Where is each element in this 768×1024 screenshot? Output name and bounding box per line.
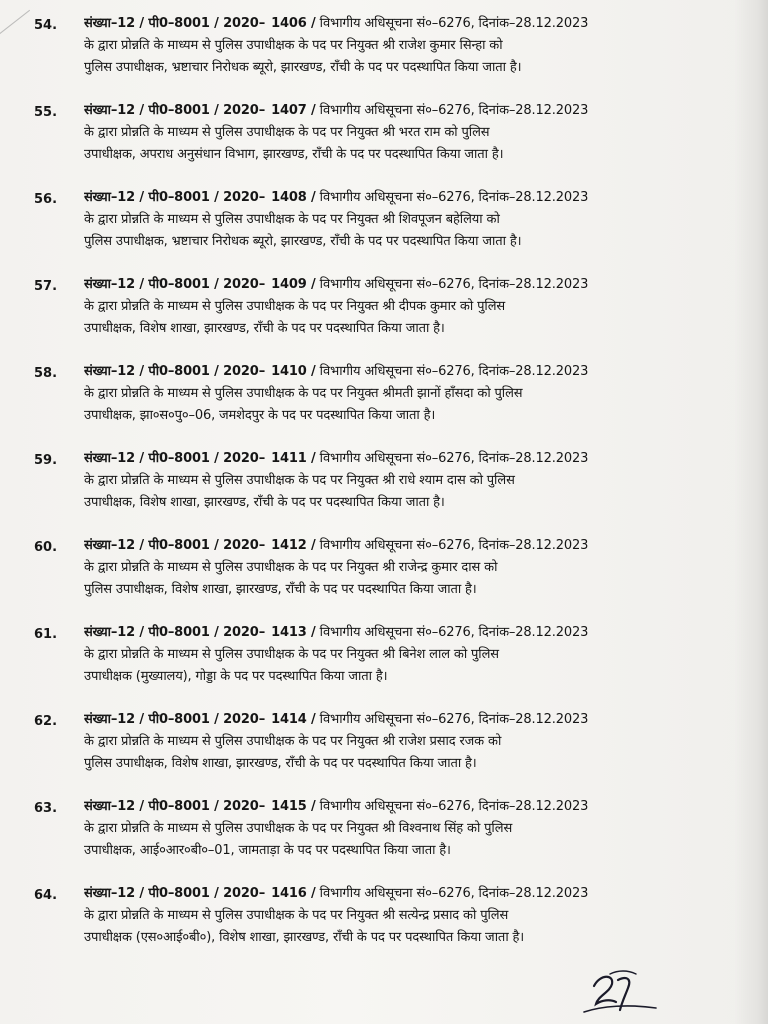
signature-icon bbox=[580, 966, 660, 1016]
entry-serial: 64. bbox=[34, 888, 58, 903]
entry-posting-line: उपाधीक्षक, झा०स०पु०–06, जमशेदपुर के पद पर पदस्थापित किया जाता है। bbox=[84, 408, 436, 423]
entry-serial: 55. bbox=[34, 105, 58, 120]
entry-reference-line bbox=[84, 537, 694, 555]
entry-58 bbox=[0, 360, 768, 440]
notification-reference: विभागीय अधिसूचना सं०–6276, दिनांक–28.12.2023 bbox=[319, 712, 589, 727]
entry-text-line: के द्वारा प्रोन्नति के माध्यम से पुलिस उपाधीक्षक के पद पर नियुक्त श्री दीपक कुमार को पुलिस bbox=[84, 299, 506, 314]
memo-number: 1416 / bbox=[271, 886, 316, 901]
entry-text-line: के द्वारा प्रोन्नति के माध्यम से पुलिस उपाधीक्षक के पद पर नियुक्त श्री बिनेश लाल को पुलिस bbox=[84, 647, 499, 662]
entry-64 bbox=[0, 882, 768, 962]
entry-61 bbox=[0, 621, 768, 701]
memo-number: 1406 / bbox=[271, 16, 316, 31]
notification-reference: विभागीय अधिसूचना सं०–6276, दिनांक–28.12.2023 bbox=[319, 538, 589, 553]
entry-57 bbox=[0, 273, 768, 353]
entry-reference-line bbox=[84, 189, 694, 207]
entry-text-line: के द्वारा प्रोन्नति के माध्यम से पुलिस उपाधीक्षक के पद पर नियुक्त श्री शिवपूजन बहेलिया को bbox=[84, 212, 500, 227]
entry-reference-line bbox=[84, 15, 694, 33]
memo-number: 1412 / bbox=[271, 538, 316, 553]
entry-serial: 63. bbox=[34, 801, 58, 816]
entry-55 bbox=[0, 99, 768, 179]
notification-reference: विभागीय अधिसूचना सं०–6276, दिनांक–28.12.2023 bbox=[319, 364, 589, 379]
memo-number: 1408 / bbox=[271, 190, 316, 205]
notification-reference: विभागीय अधिसूचना सं०–6276, दिनांक–28.12.2023 bbox=[319, 451, 589, 466]
entry-text-line: के द्वारा प्रोन्नति के माध्यम से पुलिस उपाधीक्षक के पद पर नियुक्त श्री भरत राम को पुलिस bbox=[84, 125, 490, 140]
entry-serial: 56. bbox=[34, 192, 58, 207]
entry-reference-line bbox=[84, 276, 694, 294]
entry-posting-line: उपाधीक्षक, विशेष शाखा, झारखण्ड, राँची के पद पर पदस्थापित किया जाता है। bbox=[84, 321, 445, 336]
entry-59 bbox=[0, 447, 768, 527]
entry-serial: 61. bbox=[34, 627, 58, 642]
memo-number: 1415 / bbox=[271, 799, 316, 814]
entry-reference-line bbox=[84, 450, 694, 468]
entry-reference-line bbox=[84, 363, 694, 381]
file-number: संख्या–12 / पी0–8001 / 2020– bbox=[84, 712, 266, 727]
entry-posting-line: उपाधीक्षक (मुख्यालय), गोड्डा के पद पर पदस्थापित किया जाता है। bbox=[84, 669, 388, 684]
notification-reference: विभागीय अधिसूचना सं०–6276, दिनांक–28.12.2023 bbox=[319, 277, 589, 292]
file-number: संख्या–12 / पी0–8001 / 2020– bbox=[84, 103, 266, 118]
entry-reference-line bbox=[84, 885, 694, 903]
entry-text-line: के द्वारा प्रोन्नति के माध्यम से पुलिस उपाधीक्षक के पद पर नियुक्त श्रीमती झानों हाँसदा को पुलिस bbox=[84, 386, 523, 401]
notification-reference: विभागीय अधिसूचना सं०–6276, दिनांक–28.12.2023 bbox=[319, 103, 589, 118]
entry-reference-line bbox=[84, 624, 694, 642]
file-number: संख्या–12 / पी0–8001 / 2020– bbox=[84, 364, 266, 379]
memo-number: 1410 / bbox=[271, 364, 316, 379]
memo-number: 1407 / bbox=[271, 103, 316, 118]
file-number: संख्या–12 / पी0–8001 / 2020– bbox=[84, 886, 266, 901]
notification-reference: विभागीय अधिसूचना सं०–6276, दिनांक–28.12.2023 bbox=[319, 799, 589, 814]
entry-serial: 54. bbox=[34, 18, 58, 33]
entry-text-line: के द्वारा प्रोन्नति के माध्यम से पुलिस उपाधीक्षक के पद पर नियुक्त श्री सत्येन्द्र प्रसाद को पुलिस bbox=[84, 908, 509, 923]
notification-reference: विभागीय अधिसूचना सं०–6276, दिनांक–28.12.2023 bbox=[319, 886, 589, 901]
entry-serial: 58. bbox=[34, 366, 58, 381]
memo-number: 1413 / bbox=[271, 625, 316, 640]
entry-posting-line: उपाधीक्षक (एस०आई०बी०), विशेष शाखा, झारखण्ड, राँची के पद पर पदस्थापित किया जाता है। bbox=[84, 930, 525, 945]
entry-posting-line: उपाधीक्षक, विशेष शाखा, झारखण्ड, राँची के पद पर पदस्थापित किया जाता है। bbox=[84, 495, 445, 510]
entry-posting-line: पुलिस उपाधीक्षक, भ्रष्टाचार निरोधक ब्यूरो, झारखण्ड, राँची के पद पर पदस्थापित किया जाता है। bbox=[84, 234, 522, 249]
memo-number: 1409 / bbox=[271, 277, 316, 292]
entry-posting-line: पुलिस उपाधीक्षक, विशेष शाखा, झारखण्ड, राँची के पद पर पदस्थापित किया जाता है। bbox=[84, 756, 477, 771]
entry-text-line: के द्वारा प्रोन्नति के माध्यम से पुलिस उपाधीक्षक के पद पर नियुक्त श्री राधे श्याम दास को पुलिस bbox=[84, 473, 515, 488]
file-number: संख्या–12 / पी0–8001 / 2020– bbox=[84, 16, 266, 31]
entry-54 bbox=[0, 12, 768, 92]
entry-text-line: के द्वारा प्रोन्नति के माध्यम से पुलिस उपाधीक्षक के पद पर नियुक्त श्री राजेश कुमार सिन्हा को bbox=[84, 38, 503, 53]
memo-number: 1414 / bbox=[271, 712, 316, 727]
file-number: संख्या–12 / पी0–8001 / 2020– bbox=[84, 625, 266, 640]
notification-reference: विभागीय अधिसूचना सं०–6276, दिनांक–28.12.2023 bbox=[319, 16, 589, 31]
notification-reference: विभागीय अधिसूचना सं०–6276, दिनांक–28.12.2023 bbox=[319, 625, 589, 640]
notification-reference: विभागीय अधिसूचना सं०–6276, दिनांक–28.12.2023 bbox=[319, 190, 589, 205]
file-number: संख्या–12 / पी0–8001 / 2020– bbox=[84, 799, 266, 814]
entry-text-line: के द्वारा प्रोन्नति के माध्यम से पुलिस उपाधीक्षक के पद पर नियुक्त श्री राजेश प्रसाद रजक को bbox=[84, 734, 502, 749]
entry-62 bbox=[0, 708, 768, 788]
entry-63 bbox=[0, 795, 768, 875]
file-number: संख्या–12 / पी0–8001 / 2020– bbox=[84, 277, 266, 292]
entry-posting-line: उपाधीक्षक, अपराध अनुसंधान विभाग, झारखण्ड, राँची के पद पर पदस्थापित किया जाता है। bbox=[84, 147, 504, 162]
entry-serial: 57. bbox=[34, 279, 58, 294]
entry-text-line: के द्वारा प्रोन्नति के माध्यम से पुलिस उपाधीक्षक के पद पर नियुक्त श्री विश्वनाथ सिंह को पुलिस bbox=[84, 821, 513, 836]
entry-posting-line: पुलिस उपाधीक्षक, विशेष शाखा, झारखण्ड, राँची के पद पर पदस्थापित किया जाता है। bbox=[84, 582, 477, 597]
entry-text-line: के द्वारा प्रोन्नति के माध्यम से पुलिस उपाधीक्षक के पद पर नियुक्त श्री राजेन्द्र कुमार दास को bbox=[84, 560, 498, 575]
entry-serial: 62. bbox=[34, 714, 58, 729]
entry-reference-line bbox=[84, 711, 694, 729]
entry-reference-line bbox=[84, 798, 694, 816]
entry-posting-line: पुलिस उपाधीक्षक, भ्रष्टाचार निरोधक ब्यूरो, झारखण्ड, राँची के पद पर पदस्थापित किया जाता है। bbox=[84, 60, 522, 75]
file-number: संख्या–12 / पी0–8001 / 2020– bbox=[84, 190, 266, 205]
file-number: संख्या–12 / पी0–8001 / 2020– bbox=[84, 451, 266, 466]
file-number: संख्या–12 / पी0–8001 / 2020– bbox=[84, 538, 266, 553]
entry-reference-line bbox=[84, 102, 694, 120]
entry-60 bbox=[0, 534, 768, 614]
entry-serial: 60. bbox=[34, 540, 58, 555]
memo-number: 1411 / bbox=[271, 451, 316, 466]
entry-posting-line: उपाधीक्षक, आई०आर०बी०–01, जामताड़ा के पद पर पदस्थापित किया जाता है। bbox=[84, 843, 451, 858]
entry-serial: 59. bbox=[34, 453, 58, 468]
entry-56 bbox=[0, 186, 768, 266]
